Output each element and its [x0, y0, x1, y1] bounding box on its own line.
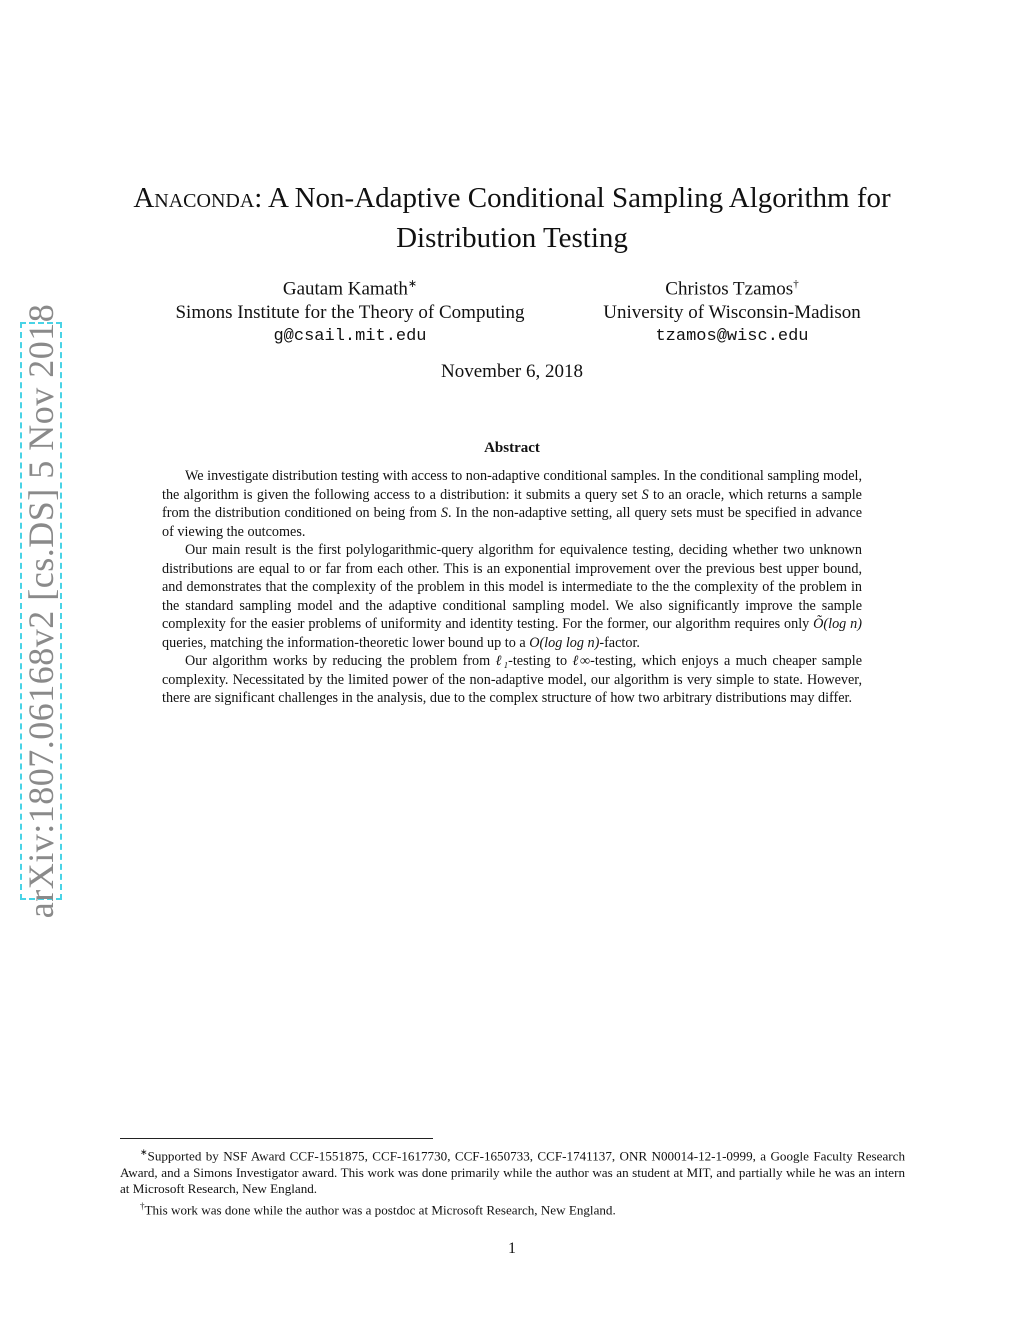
title-line-1: : A Non-Adaptive Conditional Sampling Algorithm for	[254, 182, 891, 214]
author-2-email[interactable]: tzamos@wisc.edu	[655, 327, 809, 347]
arxiv-identifier-stamp[interactable]	[20, 303, 62, 919]
author-1-affiliation: Simons Institute for the Theory of Computing	[175, 302, 525, 324]
author-2-footnote-mark: †	[793, 278, 799, 290]
author-2-name: Christos Tzamos	[665, 278, 794, 300]
abstract-paragraph-2: Our main result is the first polylogarithmic-query algorithm for equivalence testing, deciding whether two unknown distributions are equal to or far from each other. This is an exponential improvement over the previous best upper bound, and demonstrates that the complexity of the problem in this model is intermediate to the the complexity of the problem in the standard sampling model and the adaptive conditional sampling model. We also significantly improve the sample complexity for the easier problems of uniformity and identity testing. For the former, our algorithm requires only Õ(log n) queries, matching the information-theoretic lower bound up to a O(log log n)-factor.	[162, 542, 862, 651]
footnote-1	[120, 1144, 905, 1198]
abstract-body	[162, 467, 862, 708]
footnote-2-text: This work was done while the author was a postdoc at Microsoft Research, New England.	[144, 1202, 616, 1218]
title-algorithm-name: Anaconda	[133, 182, 255, 214]
author-1-email[interactable]: g@csail.mit.edu	[273, 327, 427, 347]
math-linf: ℓ∞	[572, 653, 591, 669]
footnote-1-mark: ∗	[140, 1147, 148, 1157]
footnotes	[120, 1138, 905, 1219]
arxiv-identifier-text: arXiv:1807.06168v2 [cs.DS] 5 Nov 2018	[21, 303, 62, 919]
math-l1: ℓ₁	[495, 653, 509, 669]
author-2-affiliation: University of Wisconsin-Madison	[603, 302, 861, 324]
abstract-paragraph-3: Our algorithm works by reducing the problem from ℓ₁-testing to ℓ∞-testing, which enjoys a much cheaper sample complexity. Necessitated by the limited power of the non-adaptive model, our algorithm is very simple to state. However, there are significant challenges in the analysis, due to the complex structure of how two arbitrary distributions may differ.	[162, 653, 863, 706]
math-var-s: S	[440, 505, 448, 521]
footnote-2-mark: †	[140, 1200, 145, 1211]
footnote-1-text: Supported by NSF Award CCF-1551875, CCF-1617730, CCF-1650733, CCF-1741137, ONR N00014-12-1-0999, a Google Faculty Research Award, and a Simons Investigator award. This work was done primarily while the author was an student at MIT, and partially while he was an intern at Microsoft Research, New England.	[120, 1148, 905, 1197]
title-line-2: Distribution Testing	[396, 222, 628, 254]
author-2	[580, 272, 884, 349]
math-query-bound: Õ(log n)	[813, 616, 862, 632]
publication-date: November 6, 2018	[441, 361, 583, 382]
abstract-heading: Abstract	[484, 440, 540, 456]
abstract-paragraph-1: We investigate distribution testing with access to non-adaptive conditional samples. In the conditional sampling model, the algorithm is given the following access to a distribution: it submits a query set S to an oracle, which returns a sample from the distribution conditioned on being from S. In the non-adaptive setting, all query sets must be specified in advance of viewing the outcomes.	[162, 468, 862, 540]
author-1-name: Gautam Kamath	[282, 278, 408, 300]
math-var-s: S	[641, 486, 649, 503]
paper-title	[100, 178, 924, 258]
author-block	[0, 272, 1024, 352]
page-number: 1	[508, 1240, 516, 1257]
footnote-2	[120, 1198, 905, 1219]
footnote-rule	[120, 1138, 433, 1139]
author-1	[140, 272, 560, 349]
author-1-footnote-mark: ∗	[407, 278, 418, 290]
math-factor: O(log log n)	[529, 634, 600, 651]
